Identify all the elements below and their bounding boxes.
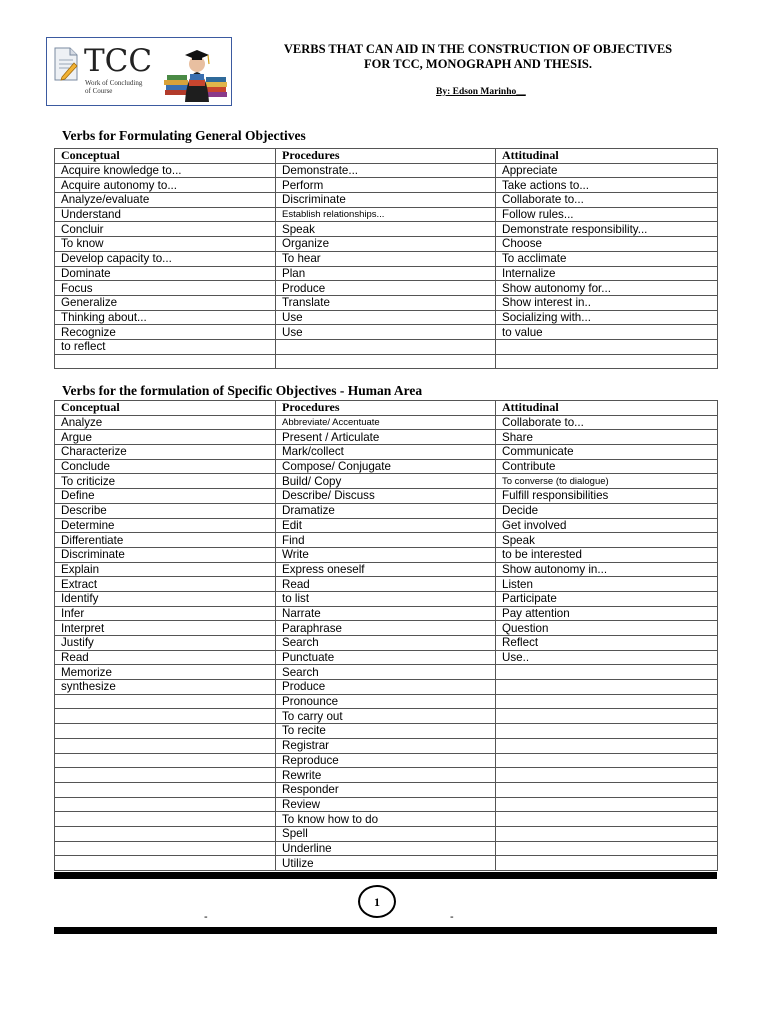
cell-attitudinal: Question	[496, 621, 718, 636]
cell-conceptual	[55, 797, 276, 812]
cell-conceptual: Justify	[55, 636, 276, 651]
cell-attitudinal: Internalize	[496, 266, 718, 281]
cell-conceptual	[55, 738, 276, 753]
table-row	[55, 237, 718, 252]
table-row	[55, 325, 718, 340]
cell-attitudinal	[496, 826, 718, 841]
cell-procedures: Produce	[276, 680, 496, 695]
cell-procedures: Punctuate	[276, 650, 496, 665]
cell-attitudinal	[496, 768, 718, 783]
cell-attitudinal: Choose	[496, 237, 718, 252]
table-row	[55, 266, 718, 281]
column-header-procedures: Procedures	[276, 149, 496, 164]
cell-conceptual	[55, 841, 276, 856]
table-row	[55, 163, 718, 178]
cell-conceptual: To know	[55, 237, 276, 252]
cell-conceptual: Interpret	[55, 621, 276, 636]
cell-procedures	[276, 339, 496, 354]
cell-conceptual: Acquire knowledge to...	[55, 163, 276, 178]
table-row	[55, 665, 718, 680]
cell-procedures: Responder	[276, 782, 496, 797]
table-row	[55, 339, 718, 354]
cell-procedures: Edit	[276, 518, 496, 533]
table-row	[55, 430, 718, 445]
cell-procedures: Rewrite	[276, 768, 496, 783]
logo-text: TCC	[84, 43, 153, 79]
cell-procedures: Discriminate	[276, 193, 496, 208]
cell-conceptual: Understand	[55, 207, 276, 222]
cell-conceptual	[55, 812, 276, 827]
cell-conceptual: Characterize	[55, 445, 276, 460]
column-header-conceptual: Conceptual	[55, 149, 276, 164]
cell-attitudinal: Decide	[496, 503, 718, 518]
table-row	[55, 518, 718, 533]
cell-conceptual: Argue	[55, 430, 276, 445]
title-line-1: VERBS THAT CAN AID IN THE CONSTRUCTION OF OBJECTIVES	[283, 42, 673, 56]
table-row	[55, 474, 718, 489]
cell-procedures: Reproduce	[276, 753, 496, 768]
cell-conceptual: Explain	[55, 562, 276, 577]
cell-conceptual: To criticize	[55, 474, 276, 489]
cell-procedures: To hear	[276, 251, 496, 266]
cell-conceptual	[55, 694, 276, 709]
cell-procedures: To recite	[276, 724, 496, 739]
cell-attitudinal	[496, 856, 718, 871]
cell-procedures: Compose/ Conjugate	[276, 459, 496, 474]
cell-procedures: Demonstrate...	[276, 163, 496, 178]
cell-attitudinal: Communicate	[496, 445, 718, 460]
cell-procedures: Use	[276, 325, 496, 340]
cell-conceptual: Thinking about...	[55, 310, 276, 325]
cell-procedures: Build/ Copy	[276, 474, 496, 489]
cell-attitudinal: Share	[496, 430, 718, 445]
cell-conceptual	[55, 768, 276, 783]
cell-procedures: Organize	[276, 237, 496, 252]
cell-attitudinal	[496, 841, 718, 856]
table-row	[55, 826, 718, 841]
cell-procedures: To carry out	[276, 709, 496, 724]
cell-conceptual: Acquire autonomy to...	[55, 178, 276, 193]
cell-attitudinal: Pay attention	[496, 606, 718, 621]
cell-attitudinal	[496, 665, 718, 680]
cell-conceptual	[55, 782, 276, 797]
cell-procedures: Present / Articulate	[276, 430, 496, 445]
cell-procedures: Registrar	[276, 738, 496, 753]
cell-procedures: Read	[276, 577, 496, 592]
cell-procedures	[276, 354, 496, 369]
cell-attitudinal	[496, 797, 718, 812]
table-row	[55, 768, 718, 783]
cell-attitudinal	[496, 680, 718, 695]
cell-conceptual: Read	[55, 650, 276, 665]
cell-conceptual	[55, 709, 276, 724]
table-row	[55, 694, 718, 709]
cell-procedures: Translate	[276, 295, 496, 310]
table-row	[55, 354, 718, 369]
column-header-conceptual: Conceptual	[55, 401, 276, 416]
cell-attitudinal: To acclimate	[496, 251, 718, 266]
cell-attitudinal: Reflect	[496, 636, 718, 651]
cell-procedures: Describe/ Discuss	[276, 489, 496, 504]
table-row	[55, 251, 718, 266]
cell-conceptual: Discriminate	[55, 547, 276, 562]
cell-procedures: Search	[276, 636, 496, 651]
cell-procedures: Establish relationships...	[276, 207, 496, 222]
cell-attitudinal: Speak	[496, 533, 718, 548]
footer-bottom-rule	[54, 927, 717, 934]
cell-procedures: Spell	[276, 826, 496, 841]
cell-attitudinal: Collaborate to...	[496, 193, 718, 208]
cell-attitudinal: Participate	[496, 591, 718, 606]
table-row	[55, 533, 718, 548]
table-row	[55, 577, 718, 592]
cell-attitudinal: Demonstrate responsibility...	[496, 222, 718, 237]
cell-procedures: to list	[276, 591, 496, 606]
document-pencil-icon	[53, 46, 79, 82]
general-objectives-table	[54, 148, 718, 369]
cell-procedures: Write	[276, 547, 496, 562]
table-row	[55, 489, 718, 504]
cell-attitudinal	[496, 812, 718, 827]
cell-procedures: Find	[276, 533, 496, 548]
table-row	[55, 207, 718, 222]
cell-conceptual: Develop capacity to...	[55, 251, 276, 266]
cell-procedures: Use	[276, 310, 496, 325]
table-row	[55, 547, 718, 562]
cell-attitudinal	[496, 738, 718, 753]
table-row	[55, 636, 718, 651]
cell-attitudinal: to be interested	[496, 547, 718, 562]
cell-procedures: Utilize	[276, 856, 496, 871]
cell-conceptual: Concluir	[55, 222, 276, 237]
cell-attitudinal: Use..	[496, 650, 718, 665]
cell-attitudinal	[496, 354, 718, 369]
cell-conceptual: Determine	[55, 518, 276, 533]
logo-subtitle: Work of Concluding of Course	[85, 79, 143, 95]
cell-attitudinal	[496, 724, 718, 739]
cell-attitudinal: Collaborate to...	[496, 415, 718, 430]
graduate-with-books-icon	[163, 40, 229, 104]
footer-top-rule	[54, 872, 717, 879]
footer-dash-right: -	[450, 911, 454, 923]
table-row	[55, 562, 718, 577]
cell-procedures: Abbreviate/ Accentuate	[276, 415, 496, 430]
table-row	[55, 797, 718, 812]
cell-attitudinal: To converse (to dialogue)	[496, 474, 718, 489]
cell-conceptual	[55, 826, 276, 841]
cell-attitudinal: to value	[496, 325, 718, 340]
cell-procedures: Speak	[276, 222, 496, 237]
table-row	[55, 812, 718, 827]
table-row	[55, 295, 718, 310]
cell-conceptual: Identify	[55, 591, 276, 606]
cell-procedures: Underline	[276, 841, 496, 856]
table-row	[55, 281, 718, 296]
cell-conceptual: Memorize	[55, 665, 276, 680]
page-number: 1	[358, 885, 396, 918]
cell-procedures: Perform	[276, 178, 496, 193]
cell-procedures: Narrate	[276, 606, 496, 621]
table-row	[55, 724, 718, 739]
cell-conceptual	[55, 724, 276, 739]
cell-procedures: Review	[276, 797, 496, 812]
cell-attitudinal	[496, 339, 718, 354]
table-row	[55, 621, 718, 636]
cell-conceptual	[55, 354, 276, 369]
cell-conceptual: Analyze/evaluate	[55, 193, 276, 208]
cell-attitudinal: Show autonomy for...	[496, 281, 718, 296]
cell-procedures: Produce	[276, 281, 496, 296]
cell-attitudinal: Fulfill responsibilities	[496, 489, 718, 504]
table-row	[55, 782, 718, 797]
cell-procedures: Express oneself	[276, 562, 496, 577]
cell-procedures: Mark/collect	[276, 445, 496, 460]
cell-attitudinal: Take actions to...	[496, 178, 718, 193]
cell-attitudinal: Appreciate	[496, 163, 718, 178]
cell-conceptual: Generalize	[55, 295, 276, 310]
table-row	[55, 459, 718, 474]
cell-procedures: Plan	[276, 266, 496, 281]
column-header-procedures: Procedures	[276, 401, 496, 416]
table-row	[55, 193, 718, 208]
cell-conceptual: synthesize	[55, 680, 276, 695]
cell-attitudinal: Socializing with...	[496, 310, 718, 325]
table-row	[55, 709, 718, 724]
table-row	[55, 753, 718, 768]
cell-procedures: Paraphrase	[276, 621, 496, 636]
footer-dash-left: -	[204, 911, 208, 923]
table-row	[55, 222, 718, 237]
table-row	[55, 856, 718, 871]
cell-conceptual: Recognize	[55, 325, 276, 340]
cell-conceptual: Infer	[55, 606, 276, 621]
cell-attitudinal: Show interest in..	[496, 295, 718, 310]
cell-attitudinal: Show autonomy in...	[496, 562, 718, 577]
specific-objectives-title: Verbs for the formulation of Specific Objectives - Human Area	[62, 383, 423, 398]
table-row	[55, 591, 718, 606]
cell-conceptual: Extract	[55, 577, 276, 592]
table-row	[55, 178, 718, 193]
cell-conceptual	[55, 753, 276, 768]
tcc-logo	[46, 37, 232, 106]
specific-objectives-table	[54, 400, 718, 871]
table-row	[55, 415, 718, 430]
cell-conceptual: to reflect	[55, 339, 276, 354]
table-row	[55, 738, 718, 753]
table-row	[55, 841, 718, 856]
cell-procedures: Dramatize	[276, 503, 496, 518]
column-header-attitudinal: Attitudinal	[496, 401, 718, 416]
cell-conceptual: Focus	[55, 281, 276, 296]
column-header-attitudinal: Attitudinal	[496, 149, 718, 164]
cell-attitudinal	[496, 694, 718, 709]
cell-conceptual: Define	[55, 489, 276, 504]
cell-conceptual: Dominate	[55, 266, 276, 281]
cell-conceptual: Describe	[55, 503, 276, 518]
author: By: Edson Marinho__	[436, 87, 526, 97]
cell-conceptual: Conclude	[55, 459, 276, 474]
cell-conceptual	[55, 856, 276, 871]
table-row	[55, 445, 718, 460]
cell-attitudinal: Listen	[496, 577, 718, 592]
general-objectives-title: Verbs for Formulating General Objectives	[62, 128, 306, 143]
cell-procedures: Search	[276, 665, 496, 680]
cell-procedures: Pronounce	[276, 694, 496, 709]
cell-attitudinal	[496, 709, 718, 724]
cell-conceptual: Analyze	[55, 415, 276, 430]
table-row	[55, 606, 718, 621]
cell-attitudinal	[496, 753, 718, 768]
table-row	[55, 503, 718, 518]
document-title	[248, 42, 708, 72]
cell-attitudinal: Contribute	[496, 459, 718, 474]
table-row	[55, 680, 718, 695]
table-row	[55, 650, 718, 665]
cell-procedures: To know how to do	[276, 812, 496, 827]
title-line-2: FOR TCC, MONOGRAPH AND THESIS.	[363, 57, 593, 71]
cell-attitudinal: Follow rules...	[496, 207, 718, 222]
cell-attitudinal	[496, 782, 718, 797]
cell-conceptual: Differentiate	[55, 533, 276, 548]
cell-attitudinal: Get involved	[496, 518, 718, 533]
table-row	[55, 310, 718, 325]
